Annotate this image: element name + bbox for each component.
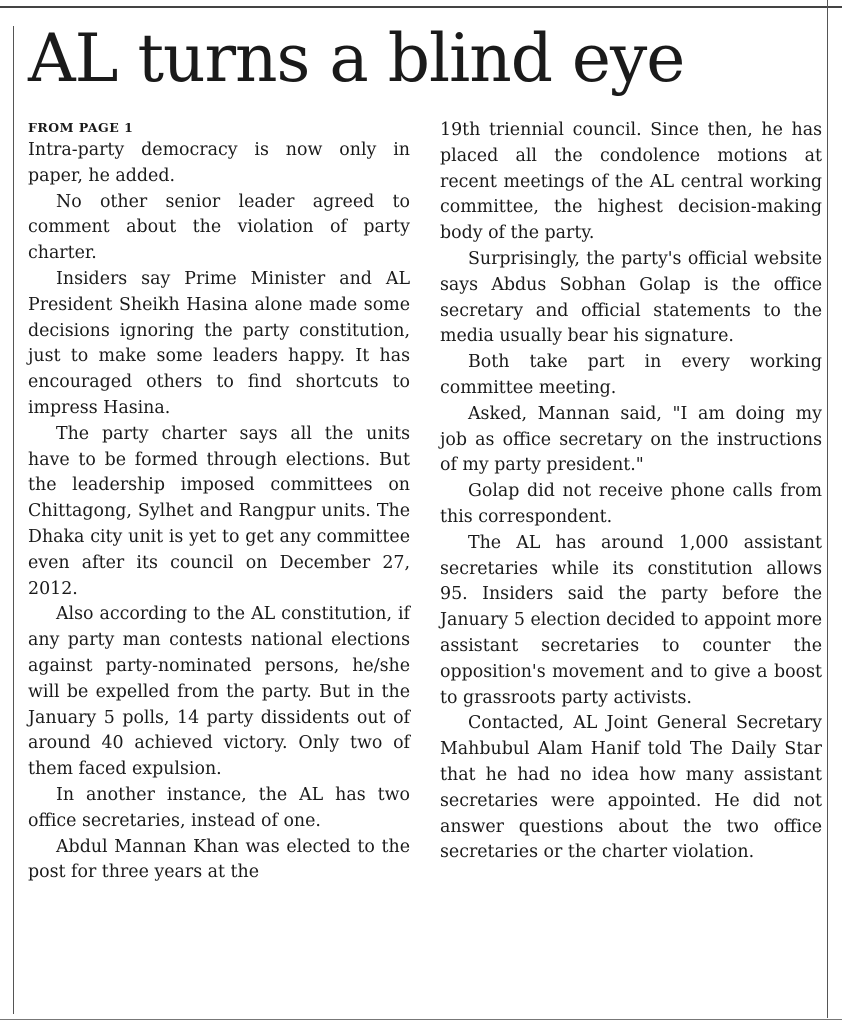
paragraph: Also according to the AL constitution, if any party man contests national elections against party-nominated persons, he/she will be expelled from the party. But in the January 5 polls, 14 party dissidents out of around 40 achieved victory. Only two of them faced expulsion. bbox=[28, 604, 410, 780]
paragraph: Golap did not receive phone calls from this correspondent. bbox=[440, 481, 822, 527]
paragraph-continuation: 19th triennial council. Since then, he has placed all the condolence motions at recent meetings of the AL central working committee, the highest decision-making body of the party. bbox=[440, 120, 822, 244]
paragraph: Intra-party democracy is now only in paper, he added. bbox=[28, 140, 410, 186]
bottom-rule bbox=[0, 1019, 842, 1020]
paragraph: In another instance, the AL has two office secretaries, instead of one. bbox=[28, 784, 410, 831]
paragraph: Abdul Mannan Khan was elected to the post for three years at the bbox=[28, 836, 410, 883]
article-column-right bbox=[440, 118, 822, 866]
paragraph: Asked, Mannan said, "I am doing my job as office secretary on the instructions of my party president." bbox=[440, 403, 822, 476]
paragraph: Surprisingly, the party's official website says Abdus Sobhan Golap is the office secretary and official statements to the media usually bear his signature. bbox=[440, 248, 822, 347]
top-rule bbox=[0, 6, 842, 8]
paragraph: Contacted, AL Joint General Secretary Mahbubul Alam Hanif told The Daily Star that he had no idea how many assistant secretaries were appointed. He did not answer questions about the two office secretaries or the charter violation. bbox=[440, 713, 822, 863]
left-column-rule bbox=[13, 26, 14, 1014]
right-border-rule bbox=[827, 0, 828, 1018]
article-column-left bbox=[28, 118, 410, 886]
headline: AL turns a blind eye bbox=[28, 20, 685, 97]
paragraph: No other senior leader agreed to comment about the violation of party charter. bbox=[28, 191, 410, 264]
paragraph: The party charter says all the units have to be formed through elections. But the leadership imposed committees on Chittagong, Sylhet and Rangpur units. The Dhaka city unit is yet to get any committee even after its council on December 27, 2012. bbox=[28, 423, 410, 599]
paragraph: Both take part in every working committee meeting. bbox=[440, 352, 822, 398]
continued-from-label: FROM PAGE 1 bbox=[28, 120, 134, 135]
paragraph: Insiders say Prime Minister and AL President Sheikh Hasina alone made some decisions ignoring the party constitution, just to make some leaders happy. It has encouraged others to find shortcuts to impress Hasina. bbox=[28, 268, 410, 418]
paragraph: The AL has around 1,000 assistant secretaries while its constitution allows 95. Insiders said the party before the January 5 election decided to appoint more assistant secretaries to counter the opposition's movement and to give a boost to grassroots party activists. bbox=[440, 532, 822, 708]
